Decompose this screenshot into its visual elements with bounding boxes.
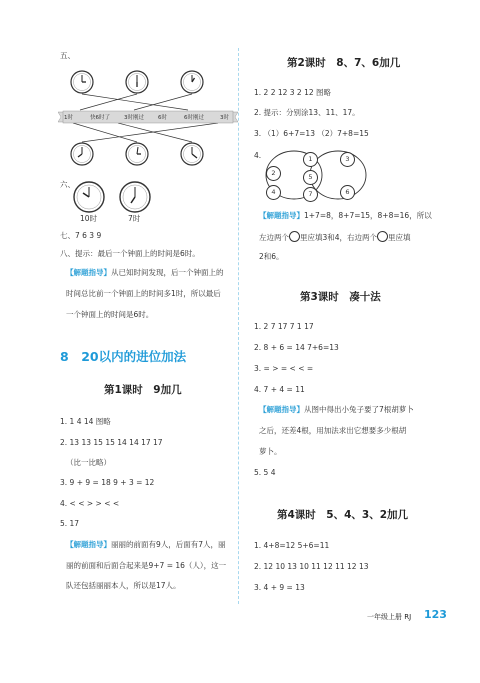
page-number: 123	[424, 608, 447, 621]
hint-line: 一个钟面上的时间是6时。	[66, 310, 154, 319]
hint-line: 萝卜。	[259, 447, 282, 456]
hint-line: 【解题指导】丽丽的前面有9人，后面有7人，丽	[66, 540, 226, 549]
lesson-title: 第1课时 9加几	[104, 384, 182, 396]
answer-line: 4. 7 + 4 = 11	[254, 385, 305, 394]
hint-line: 【解题指导】1+7=8，8+7=15，8+8=16，所以	[259, 211, 432, 220]
answer-line: 1. 1 4 14 图略	[60, 417, 111, 426]
hint-line: 之后，还差4根，用加法求出它想要多少根胡	[259, 426, 407, 435]
hint-line: 左边两个 里应填3和4，右边两个 里应填	[259, 233, 411, 242]
answer-line: 2. 提示：分别涂13、11、17。	[254, 108, 360, 117]
answer-line: 3. （1）6+7=13 （2）7+8=15	[254, 129, 369, 138]
clock-icon	[180, 70, 204, 94]
answer-line: 2. 8 + 6 = 14 7+6=13	[254, 343, 339, 352]
answer-line: 2. 13 13 15 15 14 14 17 17	[60, 438, 163, 447]
answer-line: 1. 2 7 17 7 1 17	[254, 322, 314, 331]
clock-icon	[70, 142, 94, 166]
clock-caption: 10时	[80, 214, 98, 223]
clock-icon	[180, 142, 204, 166]
hint-line: 【解题指导】从图中得出小兔子要了7根胡萝卜	[259, 405, 414, 414]
clock-icon	[73, 181, 105, 213]
answer-line: 5. 5 4	[254, 468, 276, 477]
answer-line: 3. 4 + 9 = 13	[254, 583, 305, 592]
ribbon-label: 6时	[158, 115, 167, 121]
clock-icon	[70, 70, 94, 94]
venn-number: 6	[340, 185, 355, 200]
chapter-title: 8 20以内的进位加法	[60, 349, 187, 364]
ribbon-label: 3时刚过	[124, 115, 144, 121]
clock-icon	[119, 181, 151, 213]
venn-number: 2	[266, 166, 281, 181]
ribbon-label: 3时	[220, 115, 229, 121]
blank-circle-icon	[377, 231, 388, 242]
answer-line: 4. < < > > < <	[60, 499, 120, 508]
hint-line: 时间总比前一个钟面上的时间多1时，所以最后	[66, 289, 221, 298]
hint-label: 【解题指导】	[259, 405, 304, 414]
venn-number: 1	[303, 152, 318, 167]
answer-line: 4.	[254, 151, 262, 160]
answer-line: （比一比略）	[66, 458, 111, 467]
venn-number: 4	[266, 185, 281, 200]
hint-line: 丽的前面和后面合起来是9+7 = 16（人），这一	[66, 561, 227, 570]
venn-number: 7	[303, 187, 318, 202]
section-5-label: 五、	[60, 51, 75, 60]
answer-line: 3. 9 + 9 = 18 9 + 3 = 12	[60, 478, 155, 487]
hint-line: 【解题指导】从已知时间发现，后一个钟面上的	[66, 268, 224, 277]
hint-label: 【解题指导】	[66, 268, 111, 277]
hint-label: 【解题指导】	[66, 540, 111, 549]
lesson-title: 第2课时 8、7、6加几	[287, 57, 401, 69]
ribbon-label: 6时刚过	[184, 115, 204, 121]
answer-line: 3. = > = < < =	[254, 364, 314, 373]
answer-7: 七、7 6 3 9	[60, 231, 102, 240]
blank-circle-icon	[289, 231, 300, 242]
answer-line: 5. 17	[60, 519, 80, 528]
answer-line: 1. 2 2 12 3 2 12 图略	[254, 88, 332, 97]
venn-number: 3	[340, 152, 355, 167]
ribbon-label: 1时	[64, 115, 73, 121]
clock-caption: 7时	[128, 214, 141, 223]
ribbon-row	[58, 110, 238, 124]
section-6-label: 六、	[60, 180, 75, 189]
answer-line: 2. 12 10 13 10 11 12 11 12 13	[254, 562, 369, 571]
hint-line: 2和6。	[259, 252, 284, 261]
hint-line: 队还包括丽丽本人，所以是17人。	[66, 581, 181, 590]
lesson-title: 第4课时 5、4、3、2加几	[277, 509, 409, 521]
venn-number: 5	[303, 170, 318, 185]
lesson-title: 第3课时 凑十法	[300, 291, 381, 303]
answer-8: 八、提示：最后一个钟面上的时间是6时。	[60, 249, 200, 258]
hint-label: 【解题指导】	[259, 211, 304, 220]
clock-icon	[125, 142, 149, 166]
grade-label: 一年级上册 RJ	[367, 613, 412, 621]
ribbon-label: 快6时了	[90, 115, 110, 121]
clock-icon	[125, 70, 149, 94]
answer-line: 1. 4+8=12 5+6=11	[254, 541, 330, 550]
